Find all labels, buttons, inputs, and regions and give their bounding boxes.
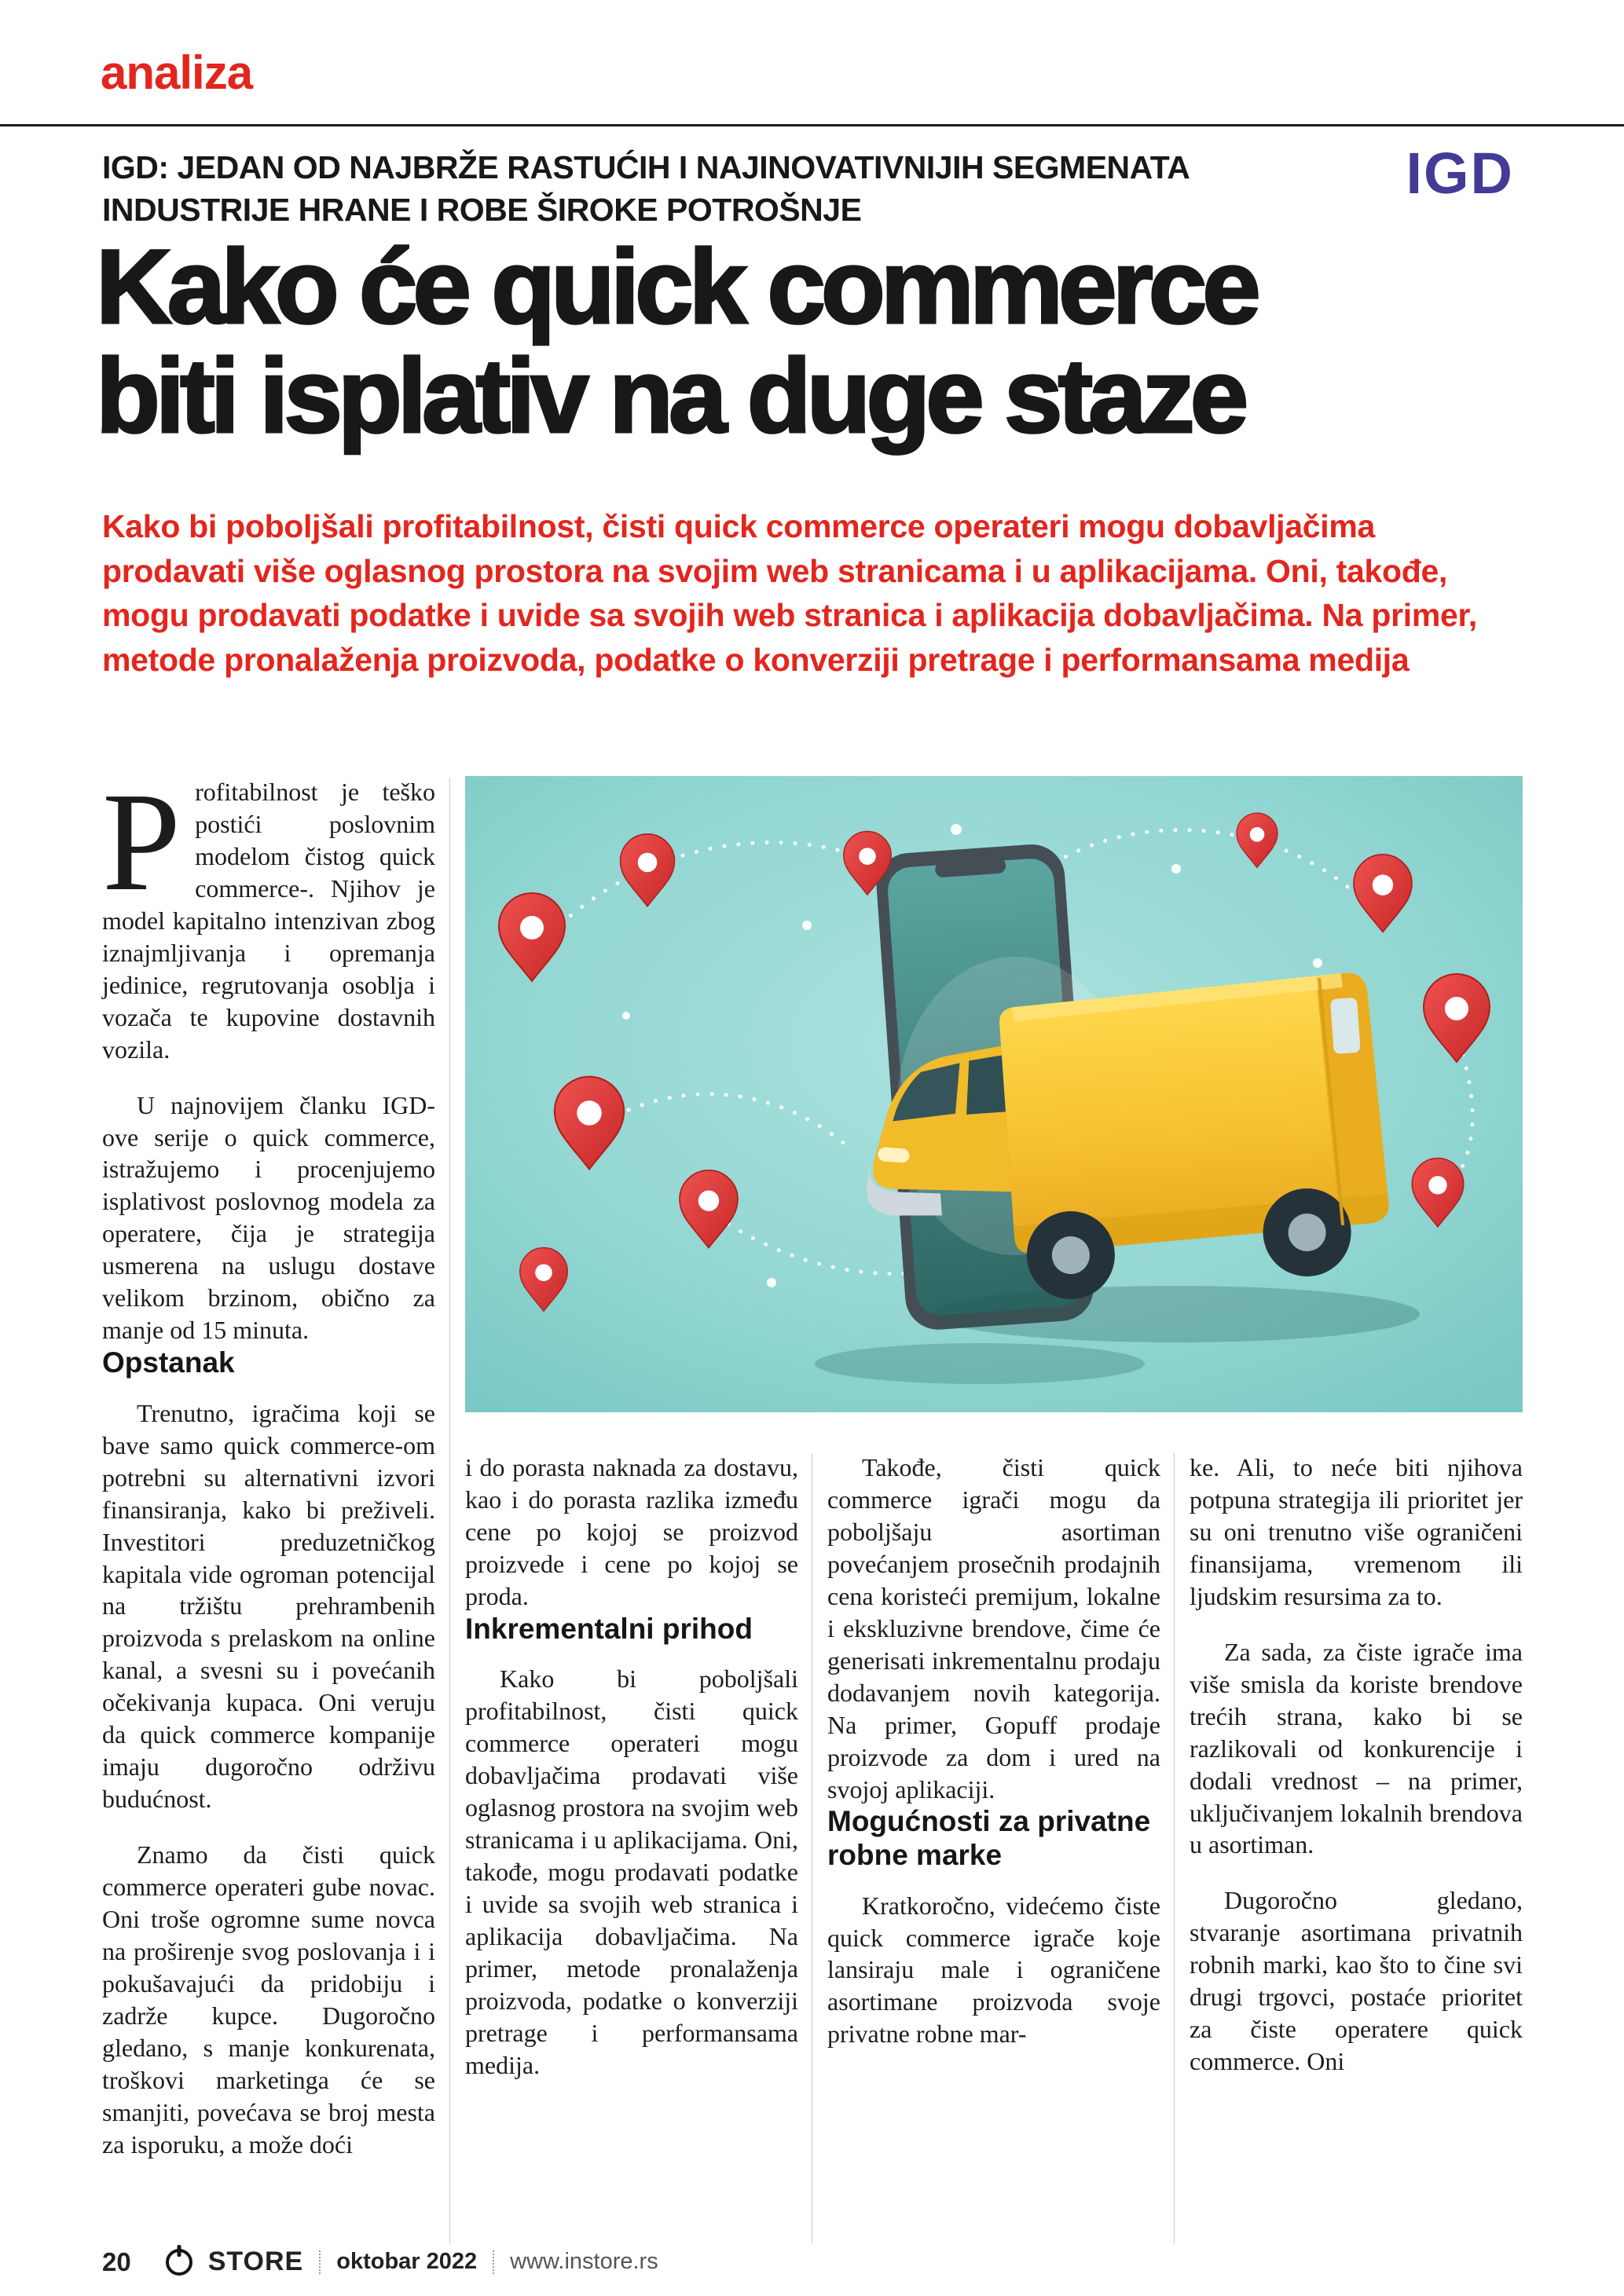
paragraph: Znamo da čisti quick commerce operateri gube novac. Oni troše ogromne sume novca na proširenje svog poslovanja i i pokušavajući da pridobiju i zadrže kupce. Dugoročno gledano, s manje konkurenata, troškovi marketinga će se smanjiti, povećava se broj mesta za isporuku, a može doći xyxy=(102,1840,435,2159)
article-column-2 xyxy=(465,1452,798,2082)
kicker xyxy=(102,146,1190,231)
article-column-4 xyxy=(1190,1452,1523,2078)
website-url: www.instore.rs xyxy=(510,2249,658,2274)
page-footer xyxy=(102,2247,658,2277)
paragraph: U najnovijem članku IGD-ove serije o quick commerce, istražujemo i procenjujemo isplativost poslovnog modela za operatere, čija je strategija usmerena na uslugu dostave velikom brzinom, obično za manje od 15 minuta. xyxy=(102,1090,435,1345)
subheading-inkrementalni-prihod: Inkrementalni prihod xyxy=(465,1612,753,1645)
footer-divider xyxy=(319,2250,321,2274)
issue-date: oktobar 2022 xyxy=(336,2249,478,2274)
paragraph-text: rofitabilnost je teško postići poslovnim modelom čistog quick commerce-. Njihov je model kapitalno intenzivan zbog iznajmljivanja i opremanja jedinice, regrutovanja osoblja i vozača te kupovine dostavnih vozila. xyxy=(102,778,435,1064)
illustration-svg xyxy=(465,776,1523,1412)
section-title: analiza xyxy=(101,46,253,99)
page-title xyxy=(96,229,1256,456)
paragraph xyxy=(102,764,435,1066)
kicker-line-1: IGD: JEDAN OD NAJBRŽE RASTUĆIH I NAJINOVATIVNIJIH SEGMENATA xyxy=(102,149,1190,185)
article-column-1 xyxy=(102,764,435,2161)
kicker-line-2: INDUSTRIJE HRANE I ROBE ŠIROKE POTROŠNJE xyxy=(102,192,862,229)
igd-logo: IGD xyxy=(1406,141,1514,206)
paragraph: i do porasta naknada za dostavu, kao i do porasta razlika između cene po kojoj se proizvod proizvede i cene po kojoj se proda. xyxy=(465,1453,798,1610)
paragraph: Trenutno, igračima koji se bave samo quick commerce-om potrebni su alternativni izvori finansiranja, kako bi preživeli. Investitori preduzetničkog kapitala vide ogroman potencijal na tržištu prehrambenih proizvoda s prelaskom na online kanal, a svesni su i povećanih očekivanja kupaca. Oni veruju da quick commerce kompanije imaju dugoročno održivu budućnost. xyxy=(102,1398,435,1814)
footer-divider xyxy=(493,2250,494,2274)
page-number: 20 xyxy=(102,2247,131,2276)
headline-line-2: biti isplativ na duge staze xyxy=(96,338,1245,456)
article-column-3 xyxy=(827,1452,1160,2050)
header-rule xyxy=(0,124,1624,126)
paragraph: Kako bi poboljšali profitabilnost, čisti quick commerce operateri mogu dobavljačima prodavati više oglasnog prostora na svojim web stranicama i u aplikacijama. Oni, takođe, mogu prodavati podatke i uvide sa svojih web stranica i aplikacija dobavljačima. Na primer, metode pronalaženja proizvoda, podatke o konverziji pretrage i performansama medija. xyxy=(465,1664,798,2079)
paragraph: ke. Ali, to neće biti njihova potpuna strategija ili prioritet jer su oni trenutno više ograničeni finansijama, vremenom ili ljudskim resursima za to. xyxy=(1190,1453,1523,1610)
headline-line-1: Kako će quick commerce xyxy=(96,229,1256,346)
phone-shadow xyxy=(815,1343,1145,1384)
column-rule xyxy=(449,778,450,2243)
subheading-privatne-robne-marke: Mogućnosti za privatne robne marke xyxy=(827,1805,1151,1872)
drop-cap: P xyxy=(102,764,181,920)
store-logo-icon-line xyxy=(177,2245,181,2257)
van-shadow xyxy=(933,1286,1420,1342)
subheading-opstanak: Opstanak xyxy=(102,1346,235,1379)
magazine-brand: STORE xyxy=(207,2247,304,2276)
lead-paragraph: Kako bi poboljšali profitabilnost, čisti quick commerce operateri mogu dobavljačima prodavati više oglasnog prostora na svojim web stranicama i u aplikacijama. Oni, takođe, mogu prodavati podatke i uvide sa svojih web stranica i aplikacija dobavljačima. Na primer, metode pronalaženja proizvoda, podatke o konverziji pretrage i performansama medija xyxy=(102,508,1477,678)
column-rule xyxy=(1174,1453,1175,2243)
paragraph: Dugoročno gledano, stvaranje asortimana privatnih robnih marki, kao što to čine svi drugi trgovci, postaće prioritet za čiste operatere quick commerce. Oni xyxy=(1190,1886,1523,2076)
illustration xyxy=(465,776,1523,1412)
paragraph: Kratkoročno, videćemo čiste quick commerce igrače koje lansiraju male i ograničene asortimane proizvoda svoje privatne robne mar- xyxy=(827,1891,1160,2049)
store-logo-icon xyxy=(166,2249,192,2276)
paragraph: Za sada, za čiste igrače ima više smisla da koriste brendove trećih strana, kako bi se razlikovali od konkurencije i dodali vrednost – na primer, uključivanjem lokalnih brendova u asortiman. xyxy=(1190,1637,1523,1859)
paragraph: Takođe, čisti quick commerce igrači mogu da poboljšaju asortiman povećanjem prosečnih prodajnih cena koristeći premijum, lokalne i ekskluzivne brendove, čime će generisati inkrementalnu prodaju dodavanjem novih kategorija. Na primer, Gopuff prodaje proizvode za dom i ured na svojoj aplikaciji. xyxy=(827,1453,1160,1803)
